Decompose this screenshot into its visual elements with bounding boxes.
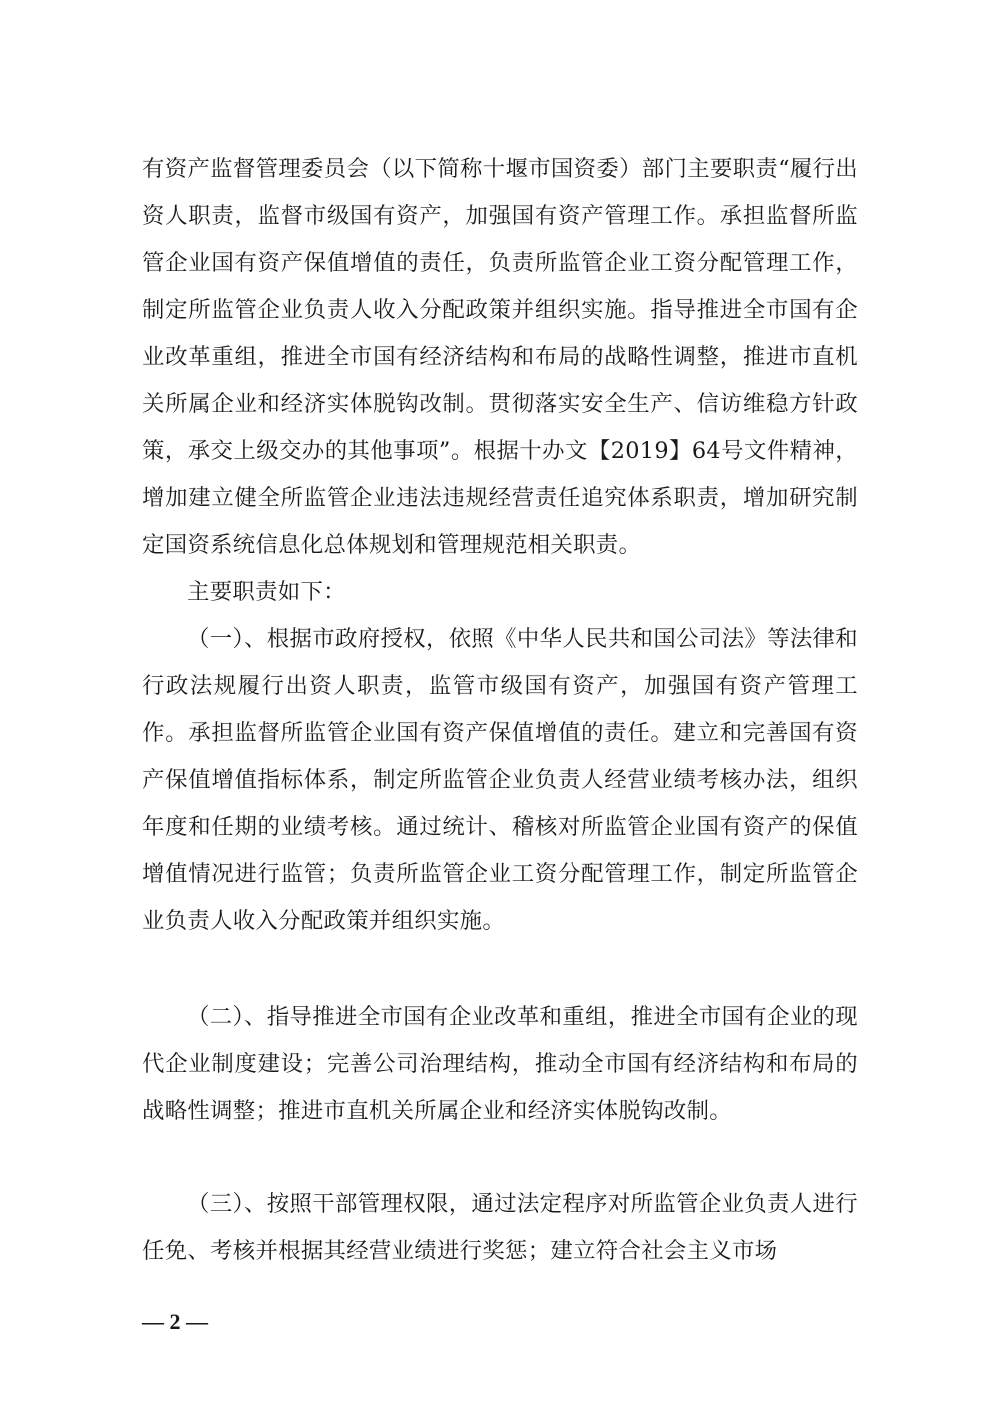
paragraph-main-duties-heading: 主要职责如下： <box>187 579 346 605</box>
page-number: — 2 — <box>142 1309 208 1334</box>
body-block-3 <box>142 1181 858 1275</box>
paragraph-duty-3: （三）、按照干部管理权限，通过法定程序对所监管企业负责人进行任免、考核并根据其经营业绩进行奖惩；建立符合社会主义市场 <box>142 1191 858 1264</box>
paragraph-duties-intro: 有资产监督管理委员会（以下简称十堰市国资委）部门主要职责“履行出资人职责，监督市级国有资产，加强国有资产管理工作。承担监督所监管企业国有资产保值增值的责任，负责所监管企业工资分配管理工作，制定所监管企业负责人收入分配政策并组织实施。指导推进全市国有企业改革重组，推进全市国有经济结构和布局的战略性调整，推进市直机关所属企业和经济实体脱钩改制。贯彻落实安全生产、信访维稳方针政策，承交上级交办的其他事项”。根据十办文【2019】64号文件精神，增加建立健全所监管企业违法违规经营责任追究体系职责，增加研究制定国资系统信息化总体规划和管理规范相关职责。 <box>142 156 858 558</box>
body-block-2 <box>142 994 858 1135</box>
paragraph-duty-2: （二）、指导推进全市国有企业改革和重组，推进全市国有企业的现代企业制度建设；完善公司治理结构，推动全市国有经济结构和布局的战略性调整；推进市直机关所属企业和经济实体脱钩改制。 <box>142 1004 858 1124</box>
paragraph-duty-1: （一）、根据市政府授权，依照《中华人民共和国公司法》等法律和行政法规履行出资人职责，监管市级国有资产，加强国有资产管理工作。承担监督所监管企业国有资产保值增值的责任。建立和完善国有资产保值增值指标体系，制定所监管企业负责人经营业绩考核办法，组织年度和任期的业绩考核。通过统计、稽核对所监管企业国有资产的保值增值情况进行监管；负责所监管企业工资分配管理工作，制定所监管企业负责人收入分配政策并组织实施。 <box>142 626 858 934</box>
body-block-1 <box>142 146 858 945</box>
